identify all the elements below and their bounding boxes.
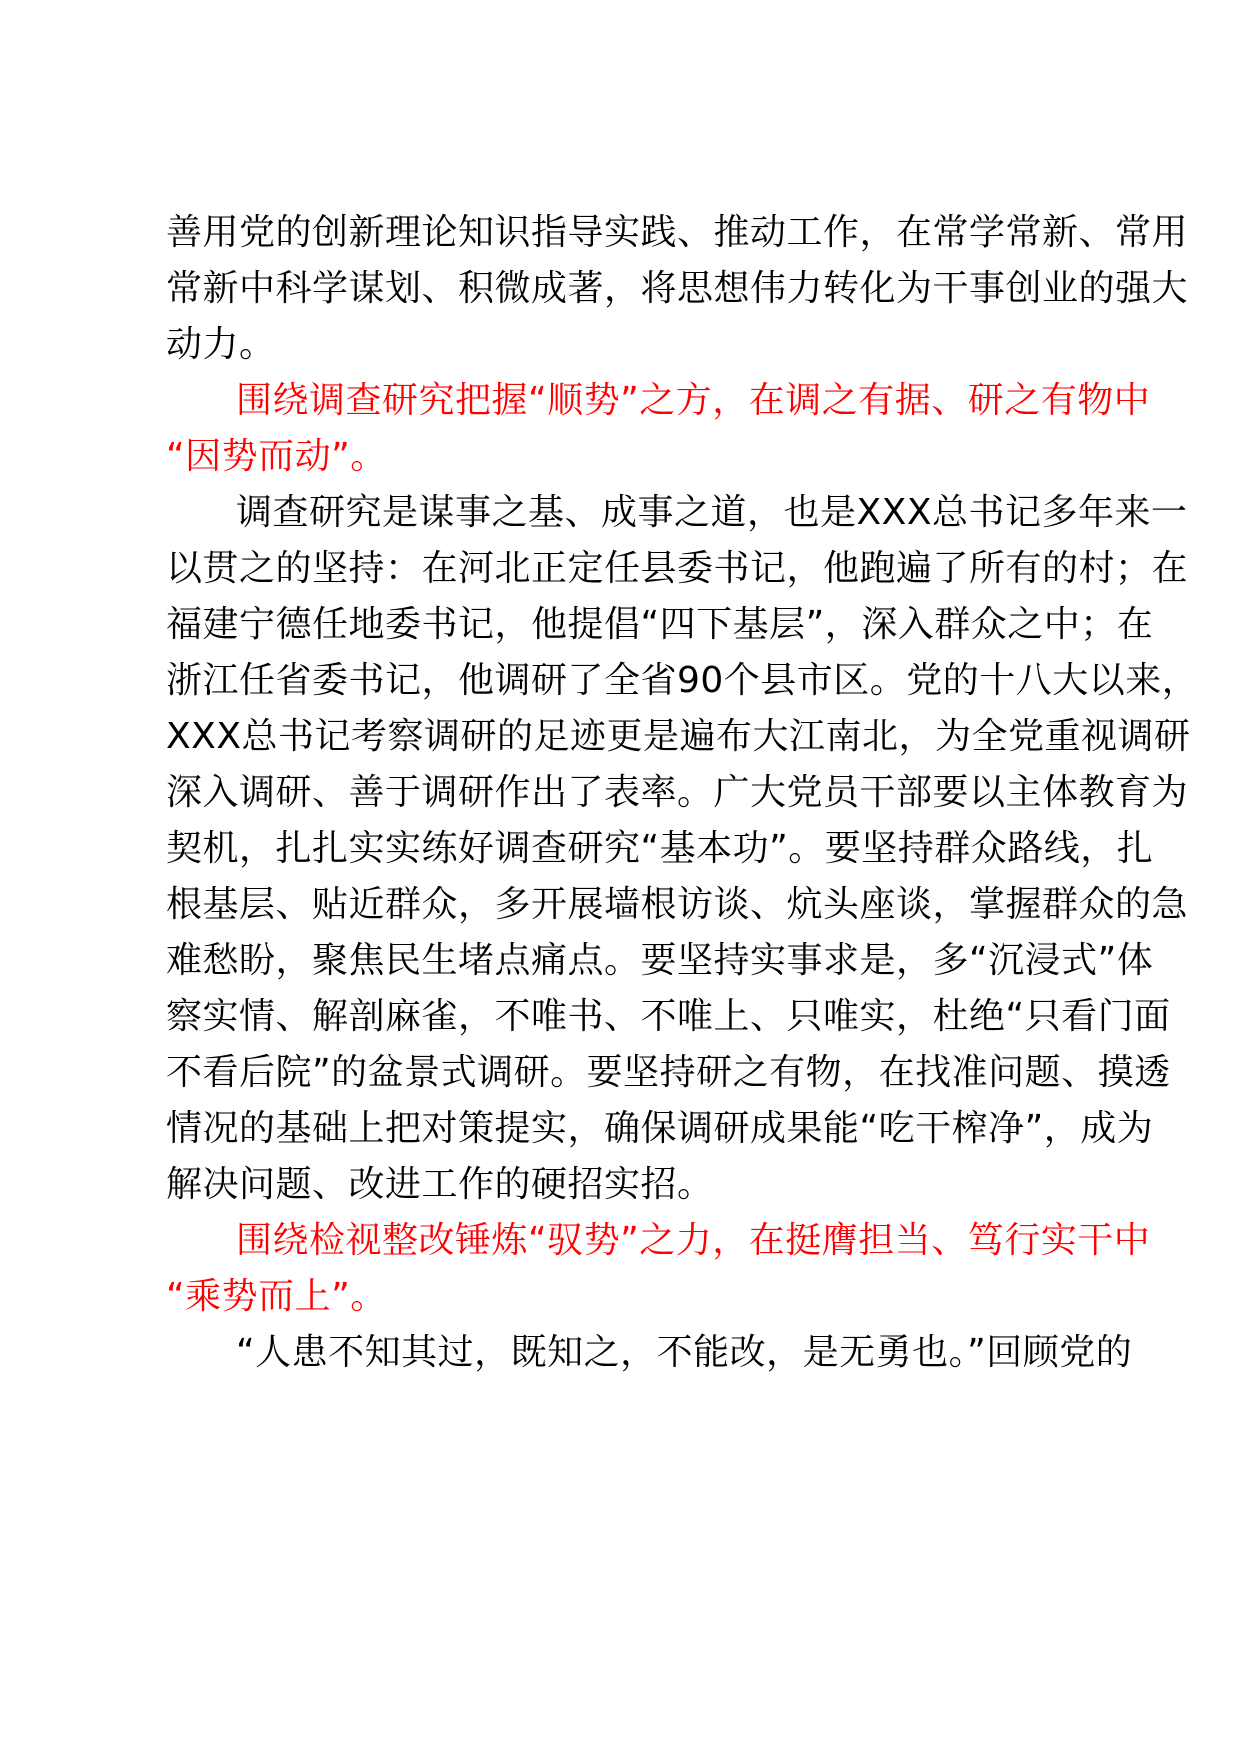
section-heading-2-line-1: 围绕检视整改锤炼“驭势”之力，在挺膺担当、笃行实干中 [236, 1220, 1151, 1261]
paragraph-2-line-1: “人患不知其过，既知之，不能改，是无勇也。”回顾党的 [236, 1332, 1133, 1373]
paragraph-1-line-7: 契机，扎扎实实练好调查研究“基本功”。要坚持群众路线，扎 [166, 828, 1154, 869]
paragraph-1-line-8: 根基层、贴近群众，多开展墙根访谈、炕头座谈，掌握群众的急 [166, 884, 1189, 925]
paragraph-1-line-9: 难愁盼，聚焦民生堵点痛点。要坚持实事求是，多“沉浸式”体 [166, 940, 1154, 981]
paragraph-1-line-4: 浙江任省委书记，他调研了全省90个县市区。党的十八大以来， [166, 660, 1199, 701]
paragraph-1-line-2: 以贯之的坚持：在河北正定任县委书记，他跑遍了所有的村；在 [166, 548, 1189, 589]
section-heading-1-line-1: 围绕调查研究把握“顺势”之方，在调之有据、研之有物中 [236, 380, 1151, 421]
intro-line-3: 动力。 [166, 324, 276, 365]
paragraph-1-line-12: 情况的基础上把对策提实，确保调研成果能“吃干榨净”，成为 [166, 1108, 1154, 1149]
intro-line-2: 常新中科学谋划、积微成著，将思想伟力转化为干事创业的强大 [166, 268, 1189, 309]
paragraph-1-line-1: 调查研究是谋事之基、成事之道，也是XXX总书记多年来一 [236, 492, 1188, 533]
paragraph-1-line-13: 解决问题、改进工作的硬招实招。 [166, 1164, 714, 1205]
paragraph-1-line-11: 不看后院”的盆景式调研。要坚持研之有物，在找准问题、摸透 [166, 1052, 1171, 1093]
section-heading-1-line-2: “因势而动”。 [166, 436, 387, 477]
paragraph-1-line-10: 察实情、解剖麻雀，不唯书、不唯上、只唯实，杜绝“只看门面 [166, 996, 1171, 1037]
paragraph-1-line-5: XXX总书记考察调研的足迹更是遍布大江南北，为全党重视调研 [166, 716, 1191, 757]
section-heading-2-line-2: “乘势而上”。 [166, 1276, 387, 1317]
paragraph-1-line-6: 深入调研、善于调研作出了表率。广大党员干部要以主体教育为 [166, 772, 1189, 813]
paragraph-1-line-3: 福建宁德任地委书记，他提倡“四下基层”，深入群众之中；在 [166, 604, 1154, 645]
intro-line-1: 善用党的创新理论知识指导实践、推动工作，在常学常新、常用 [166, 212, 1189, 253]
